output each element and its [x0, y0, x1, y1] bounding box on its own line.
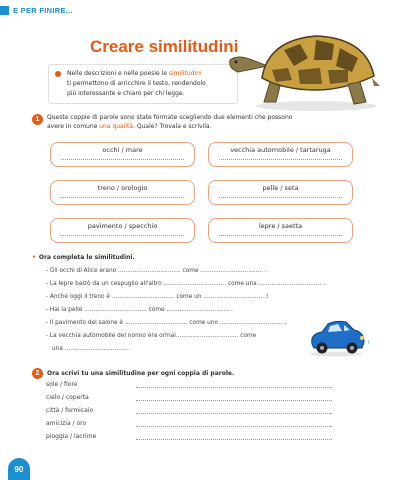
- intro-highlight: similitudini: [168, 70, 202, 77]
- pair-box-pavimento-specchio[interactable]: [50, 218, 195, 243]
- exercise-1-number: 1: [32, 114, 43, 125]
- pair-box-occhi-mare[interactable]: [50, 142, 195, 167]
- sentence-5[interactable]: - Il pavimento del salone è .................................. come uno .................................. .: [46, 320, 287, 326]
- car-illustration: [306, 318, 372, 358]
- intro-box: [48, 64, 238, 104]
- section-tag: [0, 6, 73, 15]
- answer-line[interactable]: [219, 197, 342, 198]
- exercise-2-number: 2: [32, 368, 43, 379]
- pair-label: treno / orologio: [97, 184, 148, 192]
- answer-line[interactable]: [61, 159, 184, 160]
- pair-label: vecchia automobile / tartaruga: [230, 146, 331, 154]
- section-tag-label: E PER FINIRE...: [13, 6, 73, 15]
- pair-label: pavimento / specchio: [87, 222, 158, 230]
- page-number: 90: [8, 458, 30, 480]
- pair-box-treno-orologio[interactable]: [50, 180, 195, 205]
- answer-line[interactable]: [61, 197, 184, 198]
- pair-label: occhi / mare: [102, 146, 143, 154]
- answer-line[interactable]: [136, 439, 332, 440]
- page-title: Creare similitudini: [90, 37, 239, 56]
- sentence-6-continued[interactable]: una .................................. .: [52, 346, 132, 352]
- pair-box-lepre-saetta[interactable]: [208, 218, 353, 243]
- answer-line[interactable]: [136, 426, 332, 427]
- sentence-4[interactable]: - Hai la pelle .................................. come .................................. .: [46, 307, 233, 313]
- turtle-illustration: [224, 20, 384, 112]
- answer-line[interactable]: [219, 159, 342, 160]
- sentence-2[interactable]: - La lepre balzò da un cespuglio all'altro .................................. come una .................................. .: [46, 281, 325, 287]
- intro-line-2: ti permettono di arricchire il testo, rendendolo: [67, 80, 206, 87]
- sentence-3[interactable]: - Anche oggi il treno è .................................. come un ..................................!: [46, 294, 269, 300]
- answer-line[interactable]: [136, 387, 332, 388]
- answer-line[interactable]: [136, 400, 332, 401]
- exercise-1-instruction: Queste coppie di parole sono state formate scegliendo due elementi che possono avere in comune una qualità. Quale? Trovala e scrivila.: [47, 114, 293, 130]
- answer-line[interactable]: [136, 413, 332, 414]
- intro-bullet-icon: [55, 71, 61, 77]
- exercise-2-instruction: Ora scrivi tu una similitudine per ogni coppia di parole.: [47, 370, 235, 377]
- pair-box-automobile-tartaruga[interactable]: [208, 142, 353, 167]
- completion-heading: • Ora completa le similitudini.: [32, 254, 135, 261]
- answer-line[interactable]: [61, 235, 184, 236]
- pair-label: lepre / saetta: [258, 222, 303, 230]
- section-tab-marker: [0, 6, 9, 15]
- intro-line-1: Nelle descrizioni e nelle poesie le similitudini: [67, 70, 202, 77]
- pair-pioggia-lacrime: pioggia / lacrime: [46, 433, 97, 440]
- bullet-icon: •: [32, 254, 36, 261]
- sentence-6[interactable]: - La vecchia automobile del nonno era ormai.................................. come: [46, 333, 257, 339]
- pair-citta-formicaio: città / formicaio: [46, 407, 94, 414]
- intro-line-3: più interessante e chiaro per chi legge.: [67, 90, 185, 97]
- pair-label: pelle / seta: [262, 184, 299, 192]
- sentence-1[interactable]: - Gli occhi di Alice erano .................................. come .................................. .: [46, 268, 267, 274]
- pair-box-pelle-seta[interactable]: [208, 180, 353, 205]
- answer-line[interactable]: [219, 235, 342, 236]
- pair-sole-fiore: sole / fiore: [46, 381, 78, 388]
- pair-amicizia-oro: amicizia / oro: [46, 420, 87, 427]
- pair-cielo-coperta: cielo / coperta: [46, 394, 89, 401]
